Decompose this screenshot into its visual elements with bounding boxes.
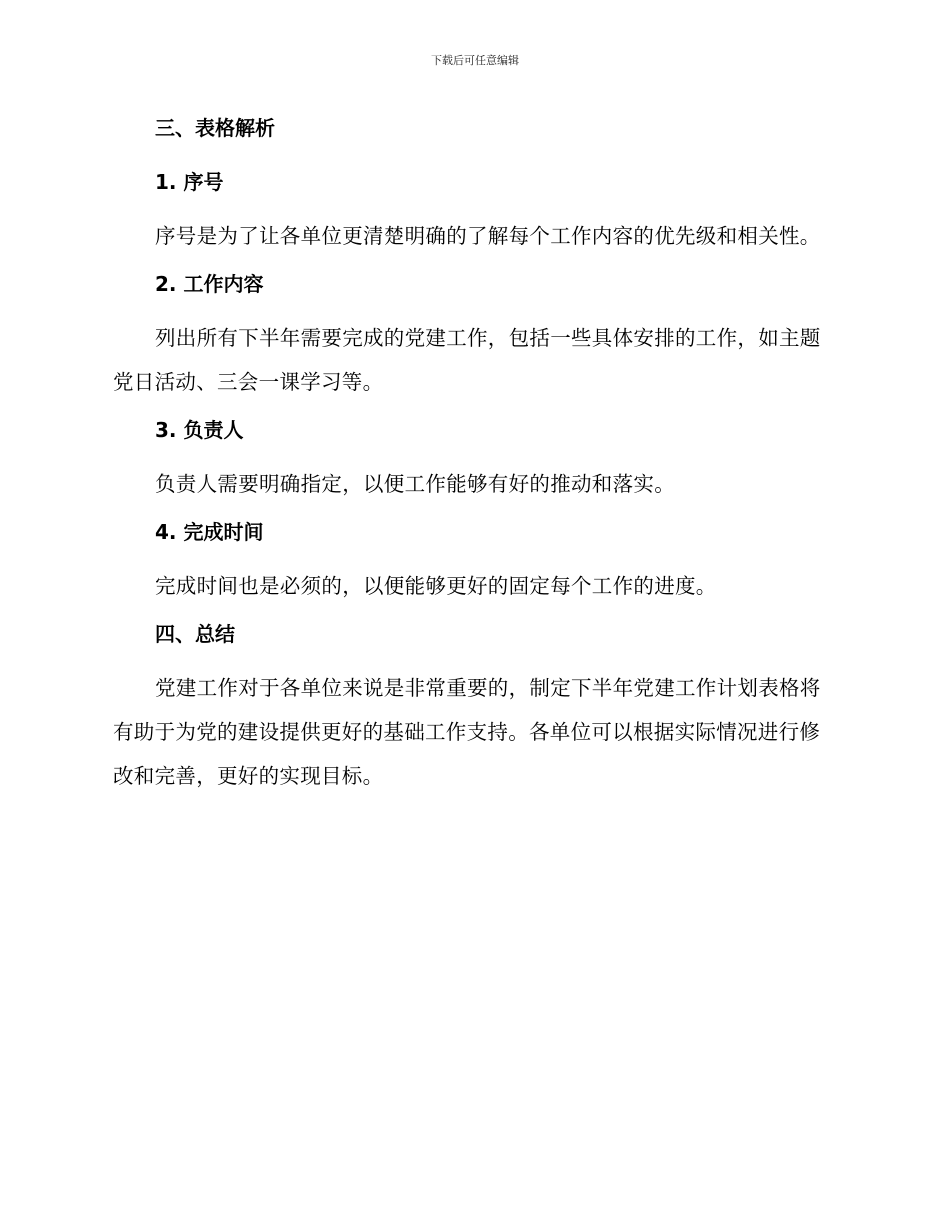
- paragraph-responsible-person: 负责人需要明确指定，以便工作能够有好的推动和落实。: [155, 472, 675, 496]
- paragraph-serial-number: 序号是为了让各单位更清楚明确的了解每个工作内容的优先级和相关性。: [155, 224, 821, 248]
- document-body: [113, 112, 831, 808]
- subheading-completion-time: 4. 完成时间: [155, 520, 264, 544]
- paragraph-completion-time: 完成时间也是必须的，以便能够更好的固定每个工作的进度。: [155, 574, 717, 598]
- paragraph-work-content: 列出所有下半年需要完成的党建工作，包括一些具体安排的工作，如主题党日活动、三会一课学习等。: [113, 326, 821, 394]
- section-heading-table-analysis: 三、表格解析: [155, 116, 275, 140]
- section-heading-summary: 四、总结: [155, 622, 235, 646]
- paragraph-summary: 党建工作对于各单位来说是非常重要的，制定下半年党建工作计划表格将有助于为党的建设提供更好的基础工作支持。各单位可以根据实际情况进行修改和完善，更好的实现目标。: [113, 676, 821, 788]
- page-header-note: 下载后可任意编辑: [431, 54, 519, 67]
- subheading-responsible-person: 3. 负责人: [155, 418, 244, 442]
- subheading-work-content: 2. 工作内容: [155, 272, 264, 296]
- subheading-serial-number: 1. 序号: [155, 170, 224, 194]
